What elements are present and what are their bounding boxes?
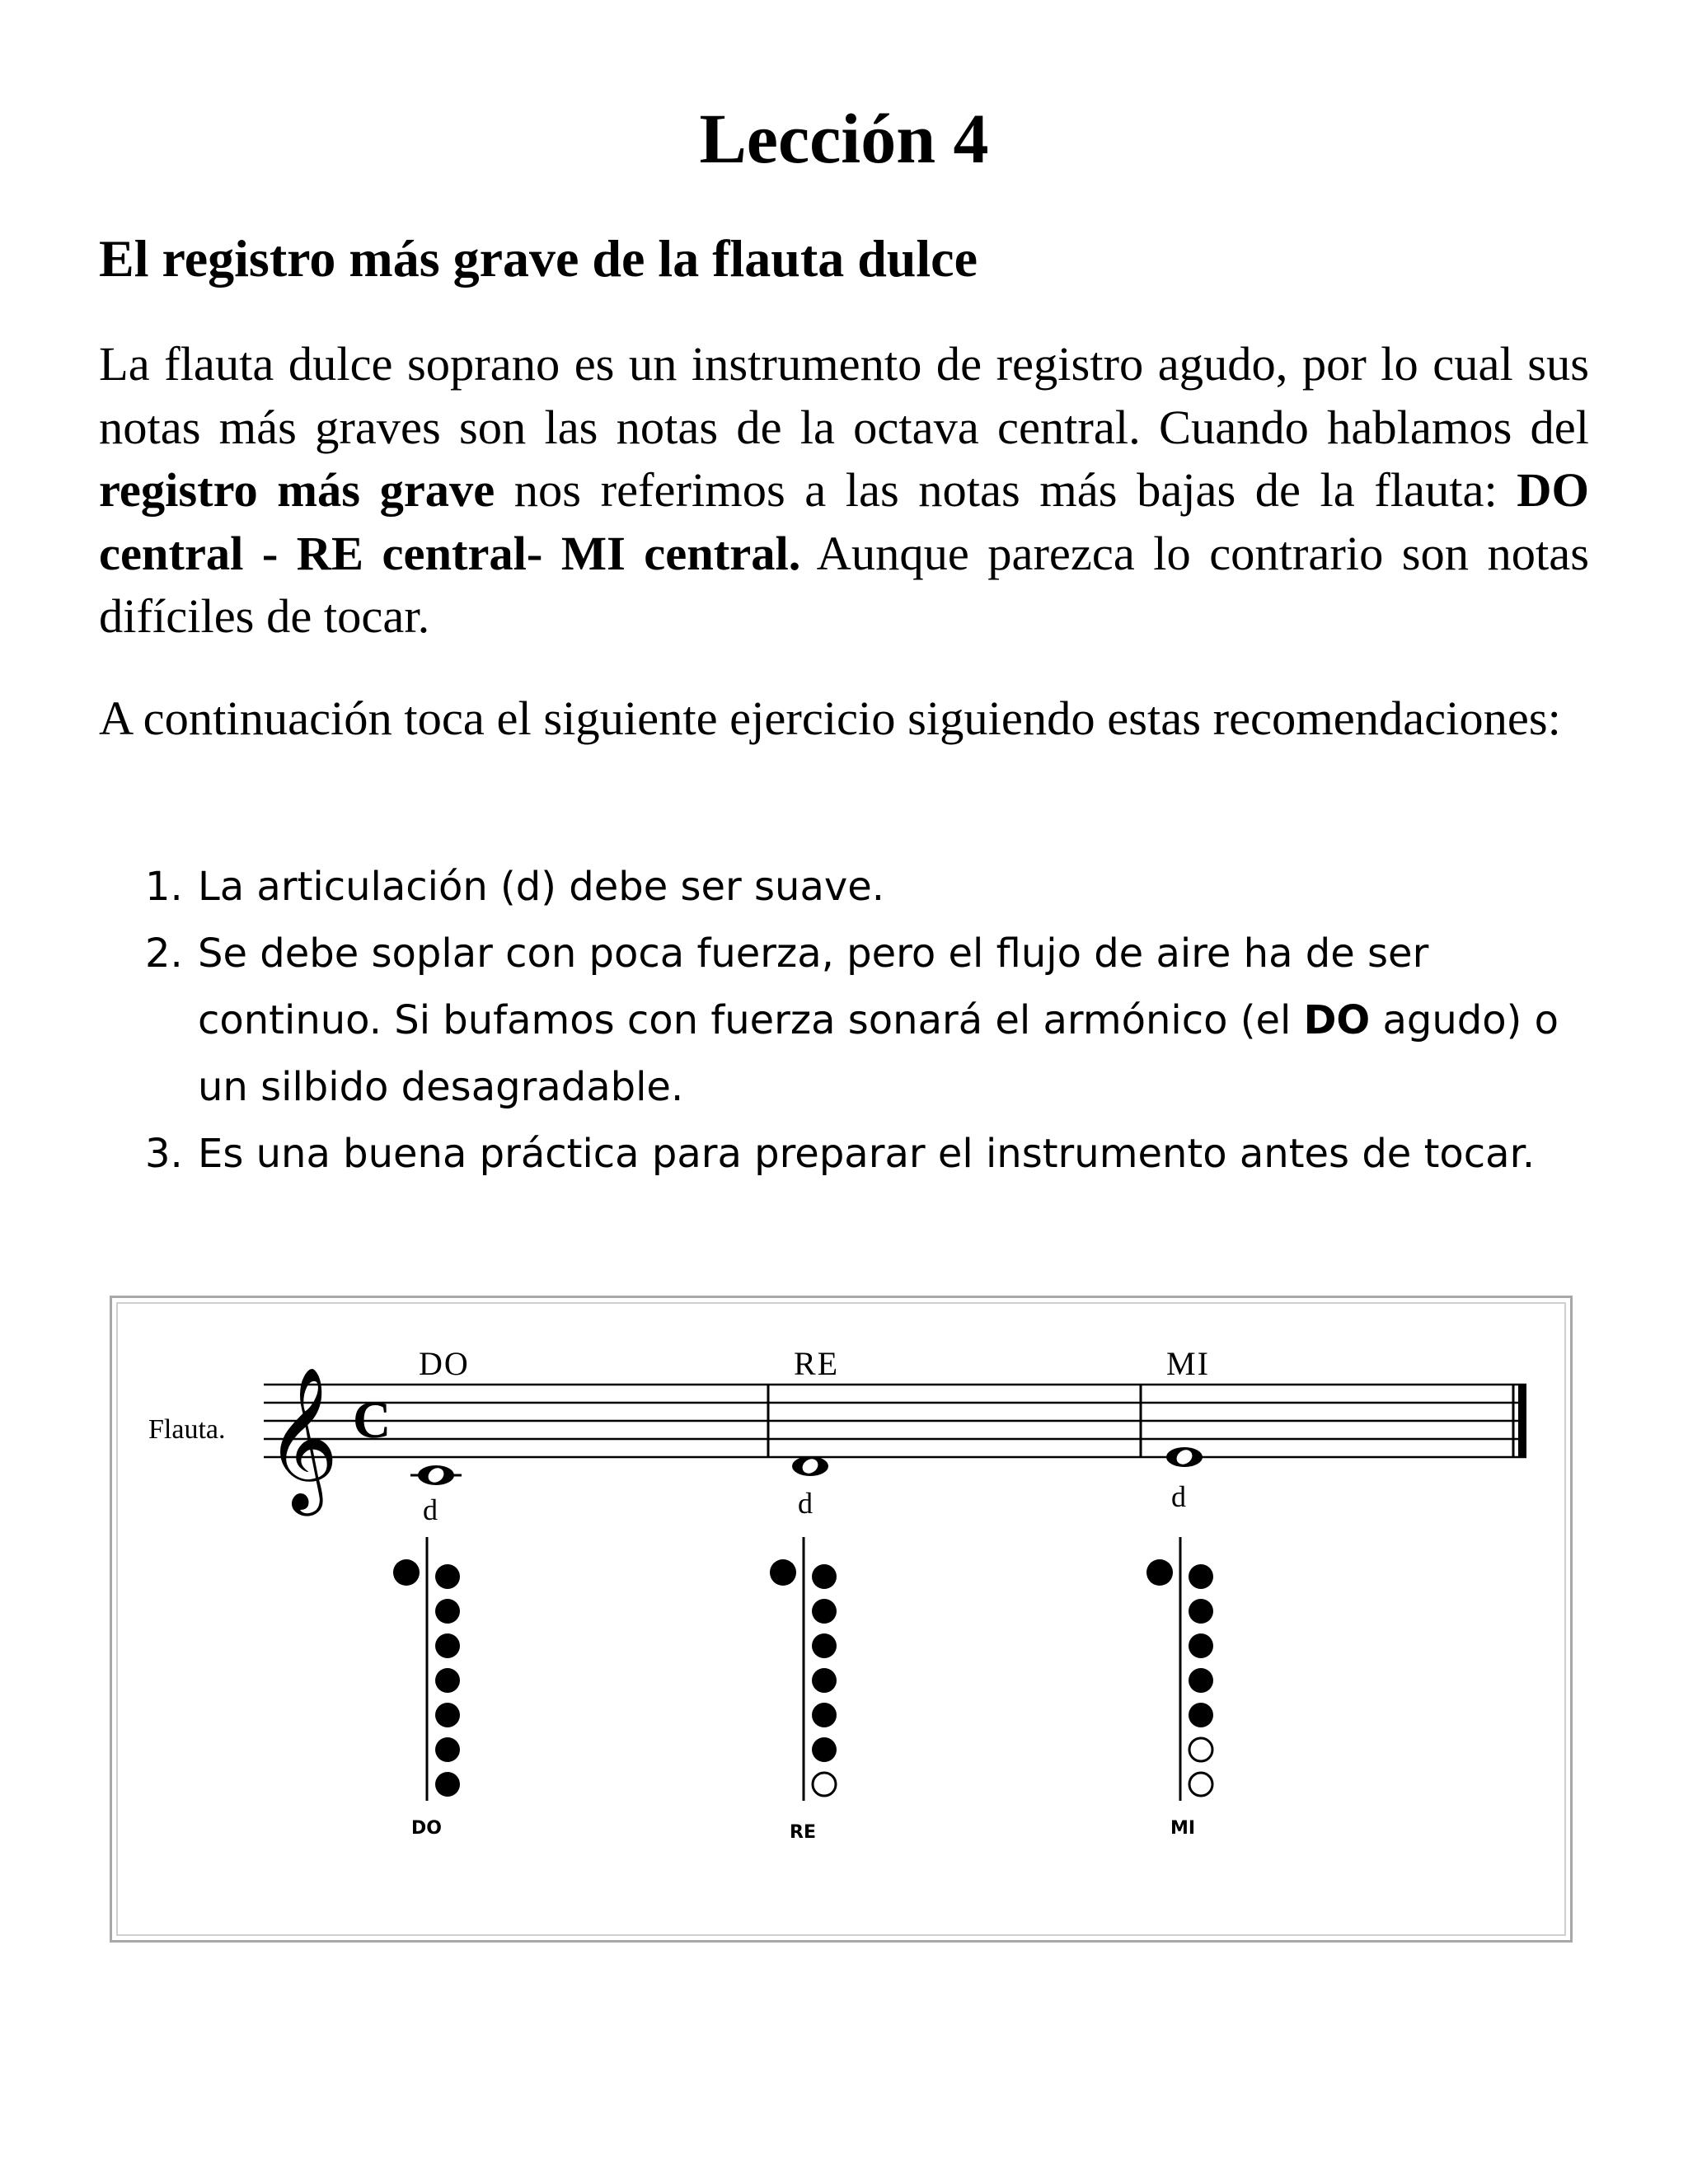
list-item-text: Es una buena práctica para preparar el instrumento antes de tocar. [198, 1131, 1536, 1177]
finger-hole [435, 1772, 460, 1797]
whole-note-re [792, 1456, 828, 1477]
instructions-paragraph: A continuación toca el siguiente ejercicio siguiendo estas recomendaciones: [99, 691, 1561, 745]
intro-bold-notes: DO central - RE central- MI central. [99, 463, 1589, 580]
thumb-hole [393, 1559, 420, 1586]
finger-hole [812, 1703, 837, 1727]
finger-hole [1189, 1564, 1213, 1589]
finger-hole [1189, 1599, 1213, 1624]
fingering-chart-re [770, 1537, 837, 1843]
finger-hole [1189, 1633, 1213, 1658]
section-heading: El registro más grave de la flauta dulce [99, 229, 978, 288]
finger-hole-open [1189, 1738, 1212, 1761]
fingering-label: DO [411, 1818, 442, 1839]
articulation-do: d [423, 1493, 438, 1526]
finger-hole [435, 1564, 460, 1589]
finger-hole [435, 1737, 460, 1762]
final-barline-thick [1518, 1385, 1526, 1457]
intro-text-1: La flauta dulce soprano es un instrumento de registro agudo, por lo cual sus notas más graves son las notas de la octava central. Cuando hablamos del [99, 337, 1589, 454]
articulation-mi: d [1171, 1480, 1186, 1513]
finger-hole [435, 1703, 460, 1727]
list-item-text: Se debe soplar con poca fuerza, pero el flujo de aire ha de ser continuo. Si bufamos con fuerza sonará el armónico (el [198, 930, 1429, 1043]
intro-text-2: nos referimos a las notas más bajas de la flauta: [495, 463, 1517, 517]
thumb-hole [1146, 1559, 1173, 1586]
note-name-re: RE [794, 1345, 840, 1382]
list-item-bold: DO [1303, 997, 1371, 1043]
fingering-label: MI [1170, 1818, 1196, 1839]
finger-hole [435, 1633, 460, 1658]
instrument-label: Flauta. [148, 1414, 226, 1445]
list-number: 2. [145, 930, 183, 977]
time-signature: C [353, 1390, 392, 1449]
fingering-chart-mi [1146, 1537, 1213, 1839]
thumb-hole [770, 1559, 796, 1586]
finger-hole [812, 1633, 837, 1658]
finger-hole [812, 1668, 837, 1693]
finger-hole-open [813, 1773, 836, 1796]
finger-hole [812, 1564, 837, 1589]
treble-clef-icon: 𝄞 [265, 1366, 339, 1510]
finger-hole [1189, 1703, 1213, 1727]
finger-hole [435, 1599, 460, 1624]
intro-bold-register: registro más grave [99, 463, 495, 517]
fingering-label: RE [790, 1822, 816, 1843]
finger-hole [812, 1599, 837, 1624]
list-number: 1. [145, 864, 183, 910]
list-item-text: agudo) o un silbido desagradable. [198, 997, 1559, 1110]
finger-hole-open [1189, 1773, 1212, 1796]
whole-note-do [410, 1465, 462, 1486]
finger-hole [435, 1668, 460, 1693]
intro-text-3: Aunque parezca lo contrario son notas difíciles de tocar. [99, 526, 1589, 643]
staff [264, 1385, 1526, 1457]
note-name-do: DO [419, 1345, 470, 1382]
page-title: Lección 4 [699, 99, 989, 178]
fingering-chart-do [393, 1537, 460, 1839]
note-name-mi: MI [1166, 1345, 1210, 1382]
finger-hole [1189, 1668, 1213, 1693]
whole-note-mi [1166, 1447, 1203, 1468]
list-number: 3. [145, 1131, 183, 1177]
finger-hole [812, 1737, 837, 1762]
articulation-re: d [798, 1487, 813, 1520]
list-item-text: La articulación (d) debe ser suave. [198, 864, 885, 910]
